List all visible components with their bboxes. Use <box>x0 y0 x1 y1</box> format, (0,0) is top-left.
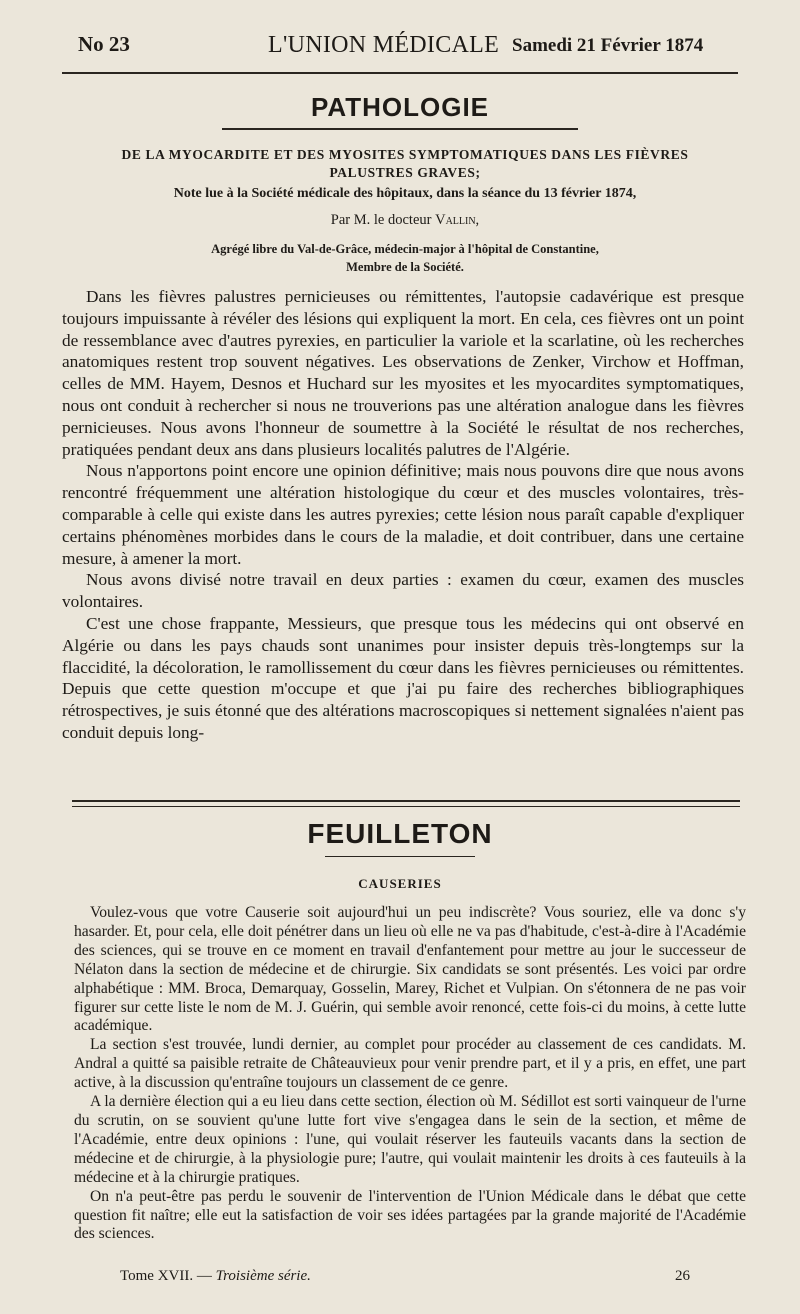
series-label: Troisième série. <box>215 1268 311 1284</box>
article-paragraph: Nous n'apportons point encore une opinion définitive; mais nous pouvons dire que nous avons rencontré fréquemment une altération histologique du cœur et des muscles volontaires, très-comparable à celle qui existe dans les autres pyrexies; cette lésion nous paraît capable d'expliquer certains phénomènes morbides dans le cours de la maladie, et doit contribuer, dans une certaine mesure, à amener la mort. <box>62 461 744 568</box>
article-body <box>62 286 744 744</box>
article-paragraph: Dans les fièvres palustres pernicieuses ou rémittentes, l'autopsie cadavérique est presque toujours impuissante à révéler des lésions qui expliquent la mort. En cela, ces fièvres ont un point de ressemblance avec d'autres pyrexies, en particulier la variole et la scarlatine, où les recherches anatomiques restent trop souvent négatives. Les observations de Zenker, Virchow et Hoffman, celles de MM. Hayem, Desnos et Huchard sur les myosites et les myocardites symptomatiques, nous ont conduit à rechercher si nous ne trouverions pas une altération analogue dans les fièvres pernicieuses. Nous avons l'honneur de soumettre à la Société le résultat de nos recherches, pratiquées pendant deux ans dans plusieurs localités palutres de l'Algérie. <box>62 287 744 459</box>
feuilleton-subtitle: CAUSERIES <box>358 876 442 891</box>
section-heading: PATHOLOGIE <box>310 92 490 122</box>
page-footer <box>120 1268 690 1288</box>
issue-date: Samedi 21 Février 1874 <box>512 35 704 56</box>
feuilleton-separator <box>72 800 740 807</box>
article-title: DE LA MYOCARDITE ET DES MYOSITES SYMPTOMATIQUES DANS LES FIÈVRES PALUSTRES GRAVES; <box>121 147 689 180</box>
section-underline <box>222 128 578 130</box>
author-prefix: Par M. le docteur <box>330 212 432 228</box>
feuilleton-paragraph: A la dernière élection qui a eu lieu dans cette section, élection où M. Sédillot est sorti vainqueur de l'urne du scrutin, on se souvient qu'une lutte fort vive s'engagea dans le sein de la section, et même de l'Académie, entre deux opinions : l'une, qui voulait réserver les fauteuils vacants dans la section de médecine et de chirurgie, à la physiologie pure; l'autre, qui voulait maintenir les droits à ces fauteuils à la médecine et à la chirurgie pratiques. <box>74 1093 746 1186</box>
feuilleton-paragraph: Voulez-vous que votre Causerie soit aujourd'hui un peu indiscrète? Vous souriez, elle va donc s'y hasarder. Et, pour cela, elle doit pénétrer dans un lieu où elle ne va pas d'habitude, c'est-à-dire à l'Académie des sciences, qui se trouve en ce moment en travail d'enfantement pour mettre au jour le successeur de Nélaton dans la section de médecine et de chirurgie. Six candidats se sont présentés. Les voici par ordre alphabétique : MM. Broca, Demarquay, Gosselin, Marey, Richet et Vulpian. On s'étonnera de ne pas voir figurer sur cette liste le nom de M. J. Guérin, qui semble avoir renoncé, cette fois-ci du moins, à cette lutte académique. <box>74 904 746 1035</box>
author-name: Vallin, <box>435 212 480 228</box>
page-header <box>78 32 718 66</box>
volume-info <box>120 1268 311 1285</box>
membership-line: Membre de la Société. <box>346 260 464 274</box>
header-rule <box>62 72 738 74</box>
feuilleton-underline <box>325 856 475 857</box>
volume-label: Tome XVII. — <box>120 1268 212 1284</box>
article-paragraph: C'est une chose frappante, Messieurs, que presque tous les médecins qui ont observé en Algérie ou dans les pays chauds sont unanimes pour insister depuis très-longtemps sur la flaccidité, la décoloration, le ramollissement du cœur dans les fièvres pernicieuses ou rémittentes. Depuis que cette question m'occupe et que j'ai pu faire des recherches bibliographiques rétrospectives, je suis étonné que des altérations macroscopiques si nettement signalées n'aient pas conduit depuis long- <box>62 613 744 742</box>
page-number: 26 <box>675 1268 690 1284</box>
feuilleton-body <box>74 904 746 1244</box>
author-affiliation <box>60 240 750 276</box>
article-paragraph: Nous avons divisé notre travail en deux parties : examen du cœur, examen des muscles volontaires. <box>62 570 744 612</box>
article-author <box>60 212 750 229</box>
feuilleton-heading: FEUILLETON <box>307 818 493 849</box>
feuilleton-paragraph: On n'a peut-être pas perdu le souvenir de l'intervention de l'Union Médicale dans le débat que cette question fit naître; elle eut la satisfaction de voir ses idées partagées par la grande majorité de l'Académie des sciences. <box>74 1187 746 1243</box>
affiliation-line: Agrégé libre du Val-de-Grâce, médecin-major à l'hôpital de Constantine, <box>211 242 599 256</box>
article-note: Note lue à la Société médicale des hôpitaux, dans la séance du 13 février 1874, <box>173 186 637 201</box>
journal-title: L'UNION MÉDICALE <box>268 32 500 58</box>
issue-number: No 23 <box>78 32 130 56</box>
feuilleton-paragraph: La section s'est trouvée, lundi dernier, au complet pour procéder au classement de ces candidats. M. Andral a quitté sa paisible retraite de Châteauvieux pour venir prendre part, et il y a pris, en effet, une part active, à la discussion qu'entraîne toujours un classement de ce genre. <box>74 1036 746 1092</box>
